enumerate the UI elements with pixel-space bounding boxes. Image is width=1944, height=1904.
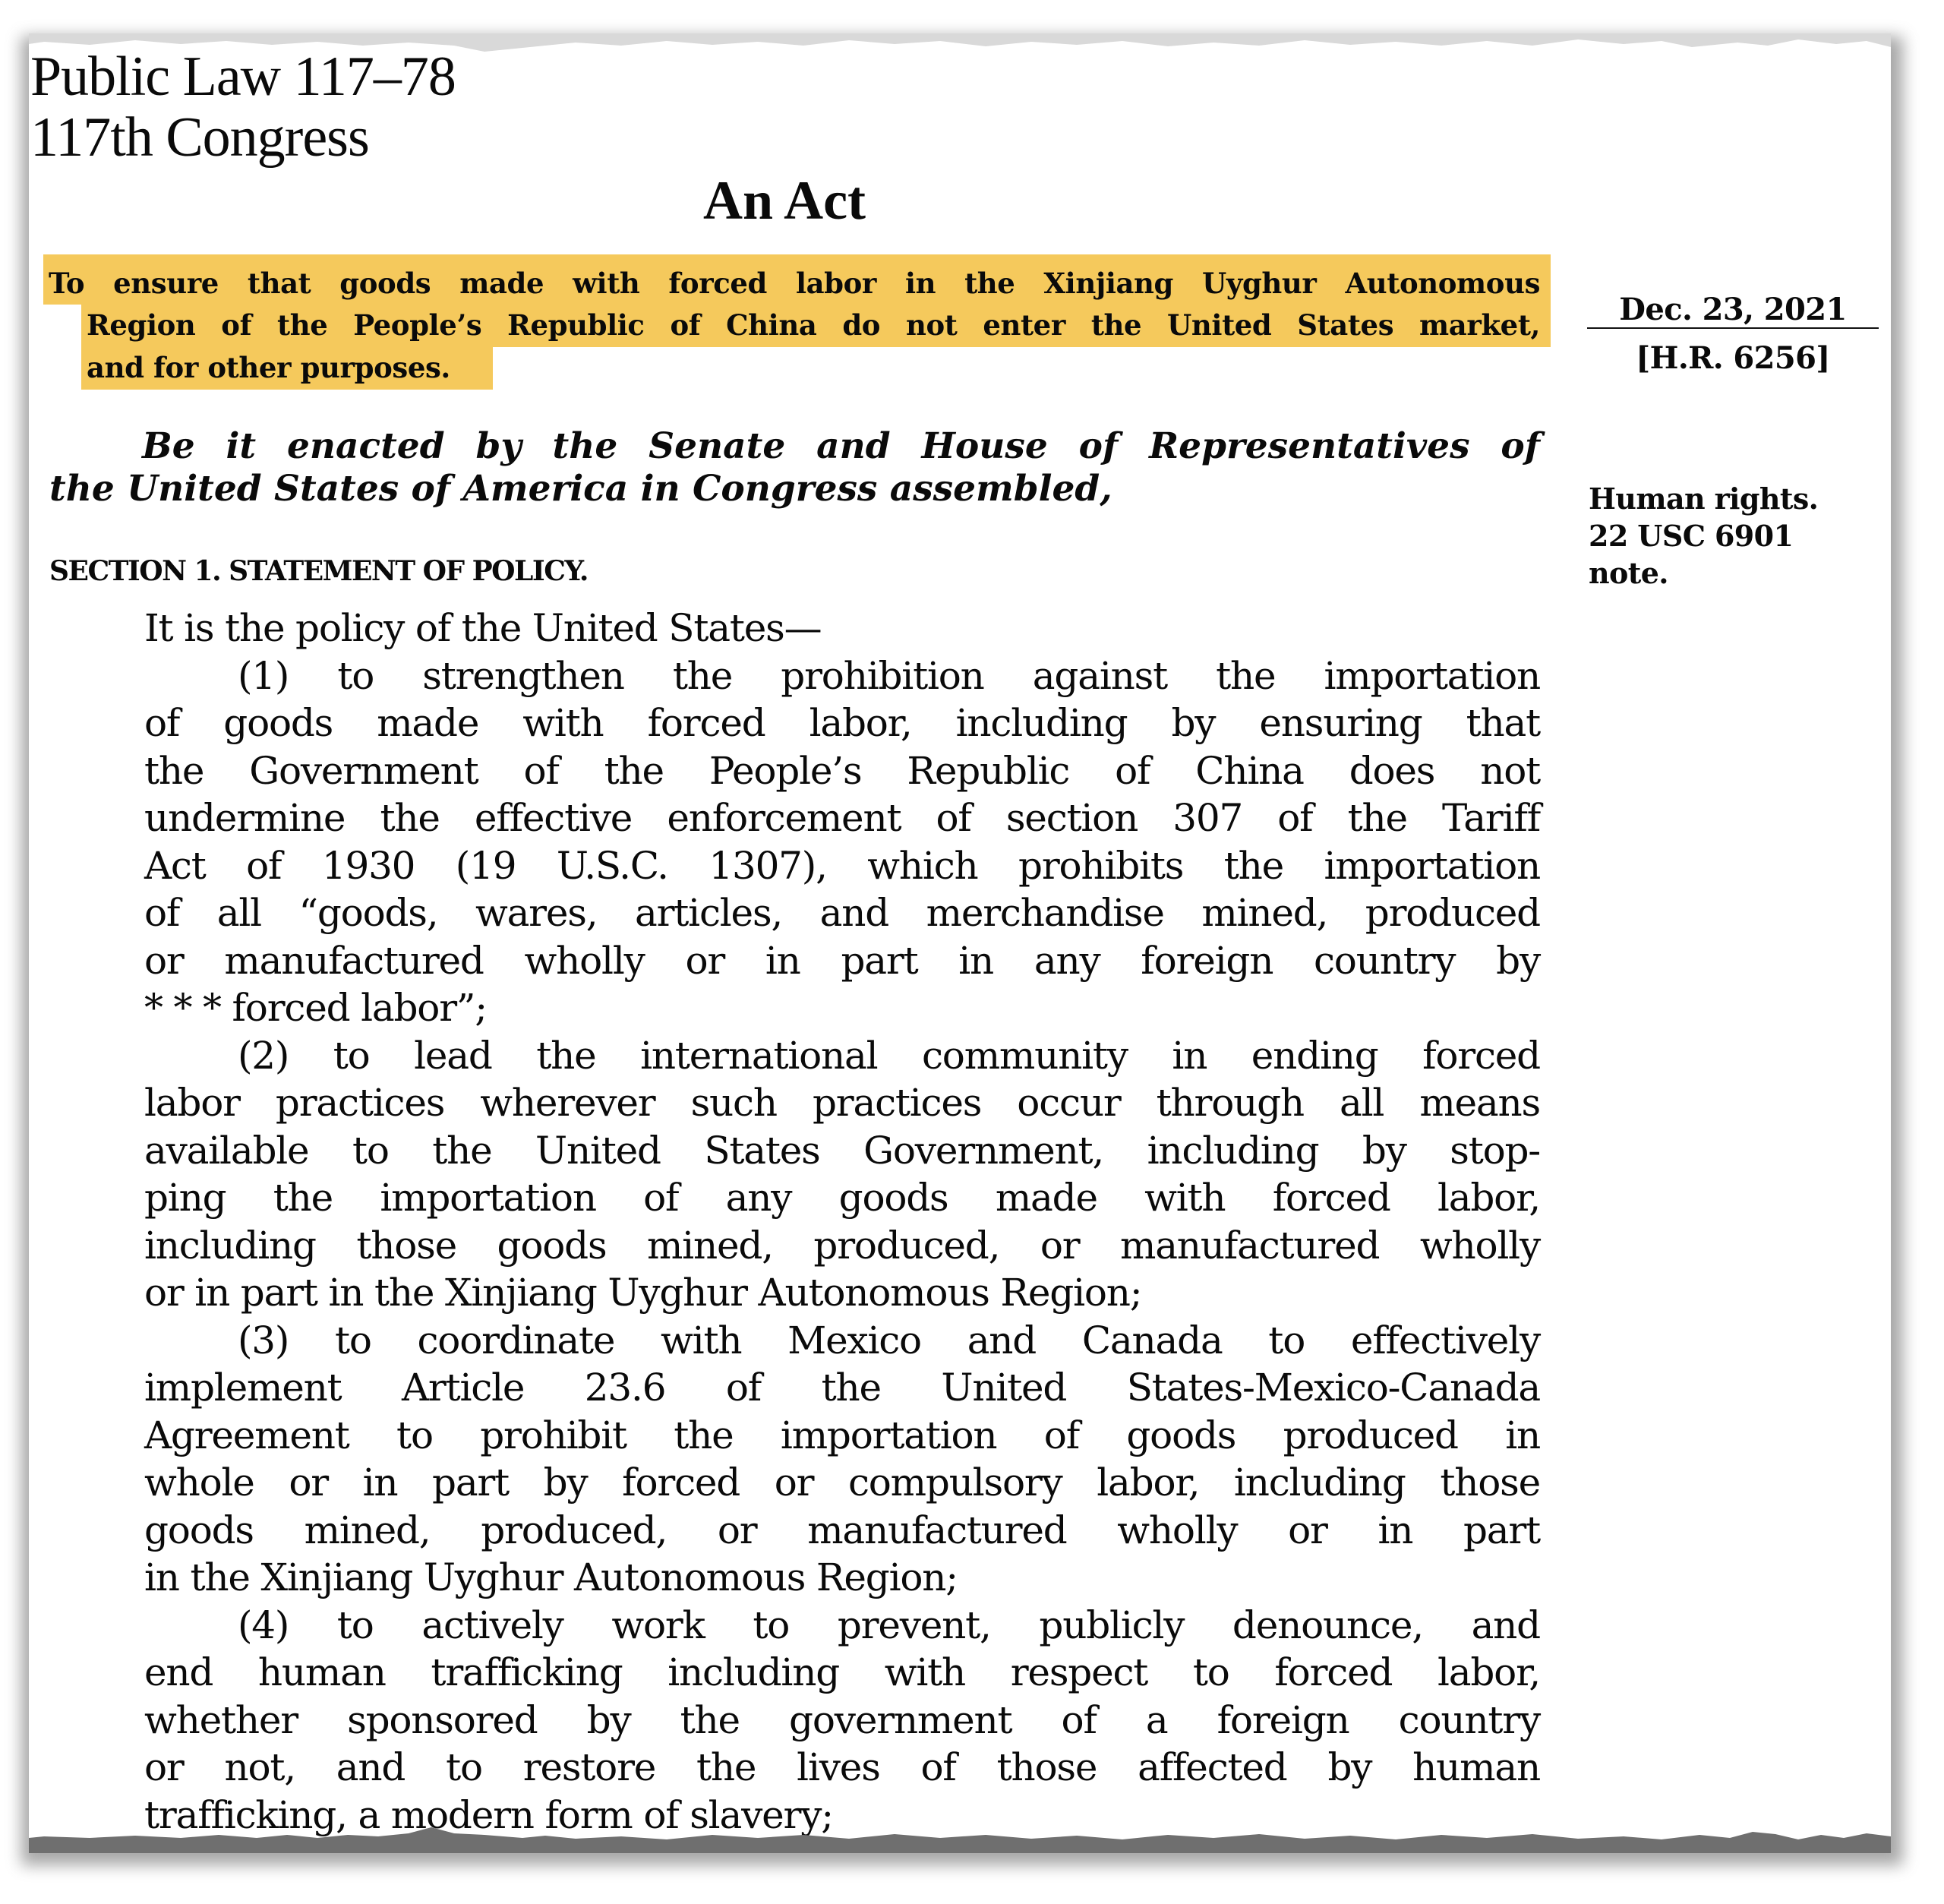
public-law-number: Public Law 117–78 — [30, 46, 456, 108]
policy-text-line: Act of 1930 (19 U.S.C. 1307), which prohibits the importation — [144, 843, 1540, 888]
policy-text-line: goods mined, produced, or manufactured wholly or in part — [144, 1508, 1540, 1552]
enactment-date: Dec. 23, 2021 — [1619, 292, 1847, 327]
sidebar-divider — [1587, 327, 1879, 329]
policy-text-line: * * * forced labor”; — [144, 986, 487, 1030]
policy-text-line: whole or in part by forced or compulsory labor, including those — [144, 1460, 1540, 1505]
margin-note-citation: 22 USC 6901 — [1589, 519, 1794, 553]
policy-text-line: the Government of the People’s Republic of China does not — [144, 748, 1540, 793]
margin-note-note: note. — [1589, 556, 1668, 590]
policy-text-line: of all “goods, wares, articles, and merchandise mined, produced — [144, 891, 1540, 935]
policy-text-line: available to the United States Government, including by stop- — [144, 1128, 1540, 1173]
policy-text-line: undermine the effective enforcement of section 307 of the Tariff — [144, 796, 1540, 840]
policy-text-line: (2) to lead the international community in ending forced — [238, 1033, 1540, 1078]
policy-text-line: or in part in the Xinjiang Uyghur Autonomous Region; — [144, 1271, 1142, 1315]
purpose-line: Region of the People’s Republic of China do not enter the United States market, — [87, 308, 1540, 342]
policy-text-line: whether sponsored by the government of a foreign country — [144, 1697, 1540, 1742]
policy-text-line: (1) to strengthen the prohibition against the importation — [238, 653, 1540, 698]
policy-text-line: (3) to coordinate with Mexico and Canada to effectively — [238, 1318, 1540, 1362]
policy-text-line: including those goods mined, produced, or manufactured wholly — [144, 1223, 1540, 1268]
policy-text-line: implement Article 23.6 of the United States-Mexico-Canada — [144, 1366, 1540, 1410]
policy-text-line: of goods made with forced labor, including by ensuring that — [144, 701, 1540, 745]
policy-text-line: end human trafficking including with respect to forced labor, — [144, 1650, 1540, 1694]
purpose-line: and for other purposes. — [87, 351, 450, 384]
policy-text-line: in the Xinjiang Uyghur Autonomous Region; — [144, 1555, 958, 1599]
policy-text-line: or not, and to restore the lives of those affected by human — [144, 1745, 1540, 1789]
policy-intro-line: It is the policy of the United States— — [144, 606, 822, 650]
section-heading: SECTION 1. STATEMENT OF POLICY. — [49, 555, 588, 587]
policy-text-line: labor practices wherever such practices occur through all means — [144, 1081, 1540, 1125]
policy-text-line: Agreement to prohibit the importation of goods produced in — [144, 1413, 1540, 1457]
bill-number: [H.R. 6256] — [1636, 340, 1830, 376]
document-page — [29, 33, 1891, 1853]
policy-text-line: (4) to actively work to prevent, publicly denounce, and — [238, 1602, 1540, 1647]
torn-bottom-edge — [29, 1824, 1891, 1853]
enacting-clause-line: the United States of America in Congress assembled, — [49, 468, 1112, 510]
purpose-line: To ensure that goods made with forced labor in the Xinjiang Uyghur Autonomous — [49, 267, 1540, 300]
act-title: An Act — [703, 170, 866, 231]
enacting-clause-line: Be it enacted by the Senate and House of Representatives of — [142, 425, 1540, 467]
policy-text-line: or manufactured wholly or in part in any foreign country by — [144, 938, 1540, 983]
policy-text-line: trafficking, a modern form of slavery; — [144, 1792, 833, 1837]
policy-text-line: ping the importation of any goods made with forced labor, — [144, 1176, 1540, 1220]
congress-number: 117th Congress — [30, 106, 369, 169]
margin-note-topic: Human rights. — [1589, 482, 1819, 516]
